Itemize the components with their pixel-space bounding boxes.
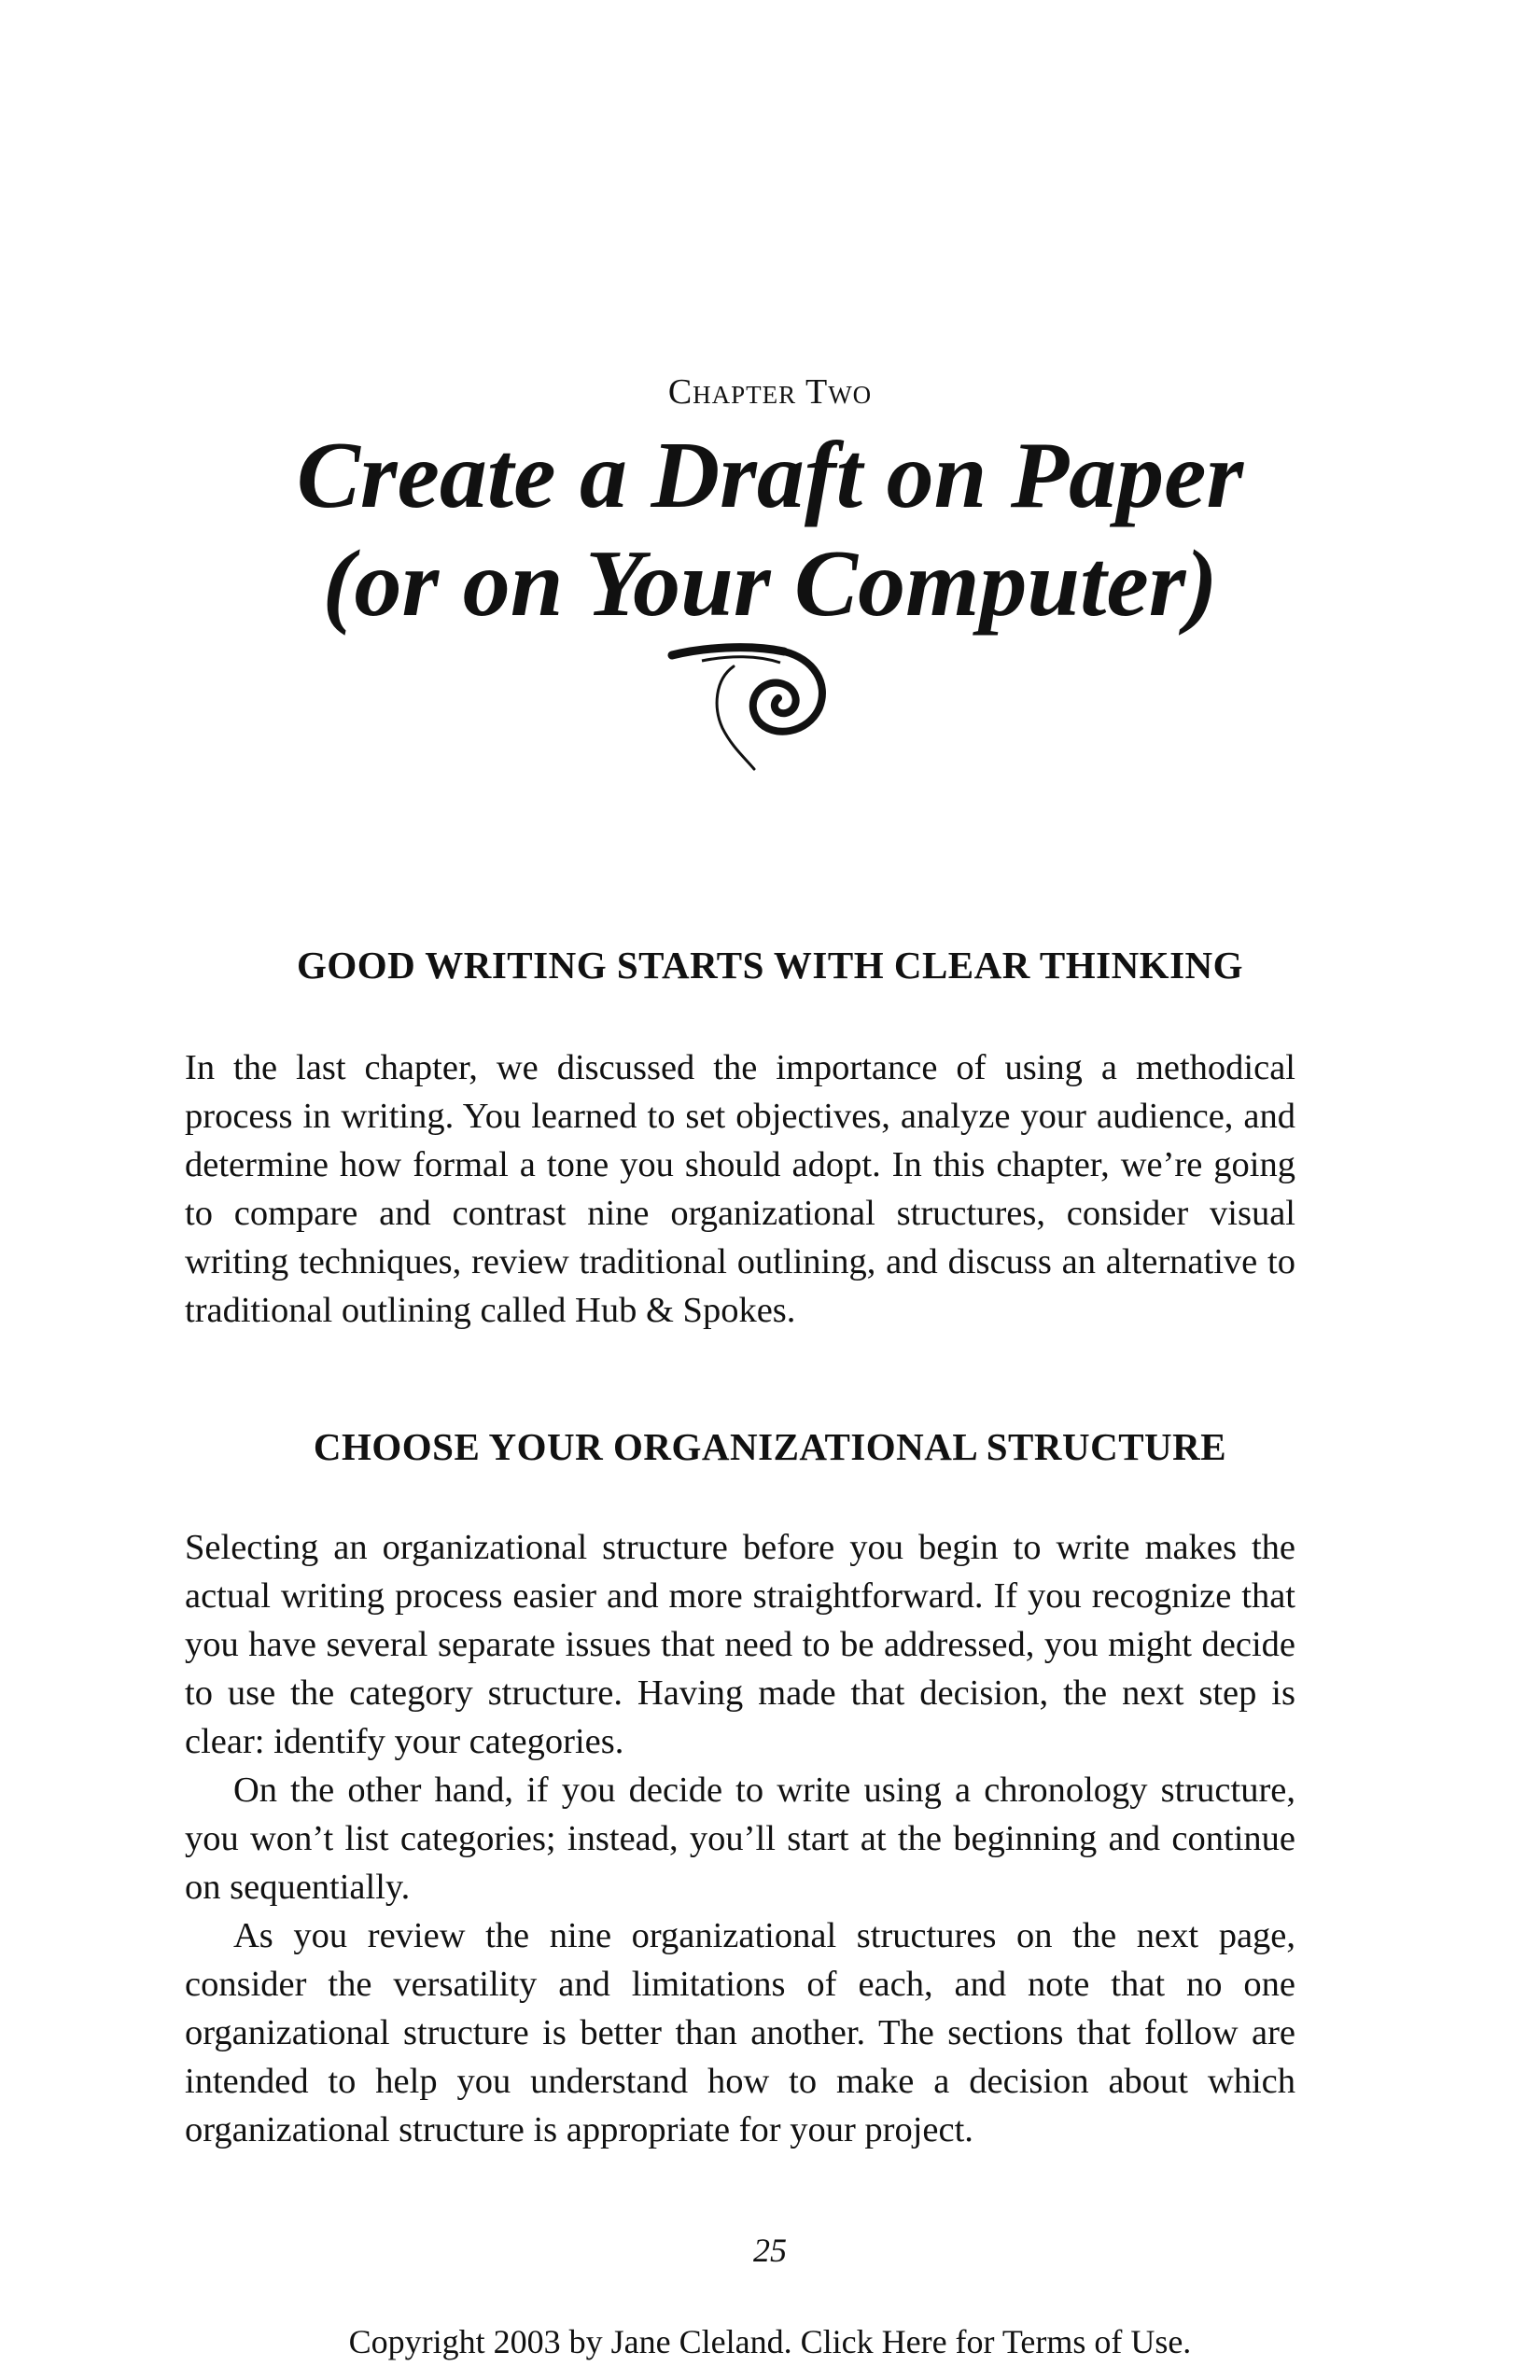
section-heading-organizational-structure: CHOOSE YOUR ORGANIZATIONAL STRUCTURE — [313, 1425, 1227, 1468]
swirl-ornament-icon — [665, 642, 842, 782]
paragraph: As you review the nine organizational structures on the next page, consider the versatility and limitations of each, and note that no one organizational structure is better than another. The sections that follow are intended to help you understand how to make a decision about which organizational structure is appropriate for your project. — [185, 1916, 1295, 2149]
paragraph: On the other hand, if you decide to write using a chronology structure, you won’t list categories; instead, you’ll start at the beginning and continue on sequentially. — [185, 1771, 1295, 1907]
paragraph: Selecting an organizational structure before you begin to write makes the actual writing process easier and more straightforward. If you recognize that you have several separate issues that need to be addressed, you might decide to use the category structure. Having made that decision, the next step is clear: identify your categories. — [185, 1528, 1295, 1761]
section-body-good-writing — [185, 1043, 1295, 1335]
chapter-title — [0, 422, 1540, 638]
chapter-label: Chapter Two — [667, 372, 873, 412]
section-body-organizational-structure — [185, 1523, 1295, 2154]
copyright-terms-link[interactable]: Copyright 2003 by Jane Cleland. Click Here for Terms of Use. — [348, 2323, 1192, 2360]
page-number: 25 — [753, 2232, 787, 2269]
paragraph: In the last chapter, we discussed the importance of using a methodical process in writing. You learned to set objectives, analyze your audience, and determine how formal a tone you should adopt. In this chapter, we’re going to compare and contrast nine organizational structures, consider visual writing techniques, review traditional outlining, and discuss an alternative to traditional outlining called Hub & Spokes. — [185, 1048, 1295, 1330]
chapter-title-line-1: Create a Draft on Paper — [296, 423, 1244, 528]
section-heading-good-writing: GOOD WRITING STARTS WITH CLEAR THINKING — [296, 944, 1244, 987]
chapter-title-line-2: (or on Your Computer) — [322, 531, 1218, 637]
